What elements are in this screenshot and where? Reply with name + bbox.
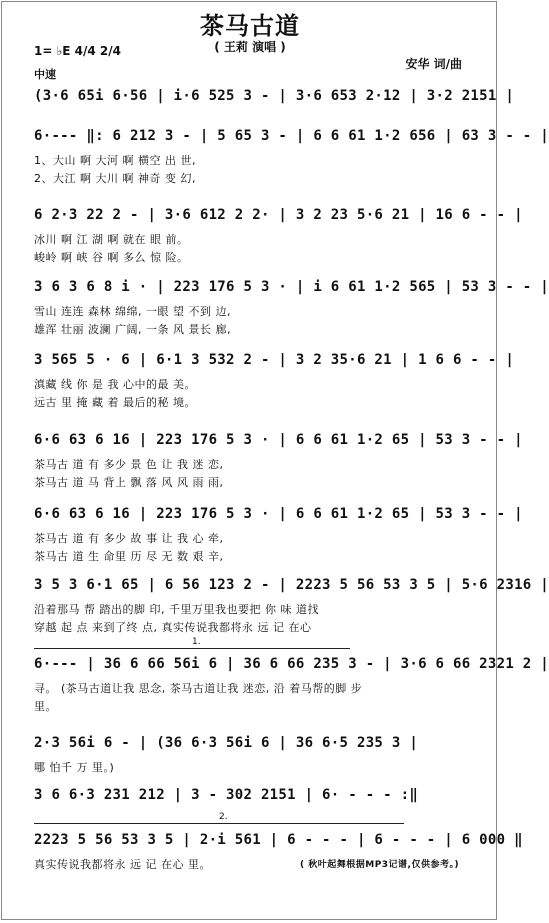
lyric-line: 沿着那马 帮 踏出的脚 印, 千里万里我也要把 你 味 道找 <box>34 603 319 616</box>
notation-line: 3 6 3 6 8 i · | 223 176 5 3 · | i 6 61 1·2 565 | 53 3 - - | <box>34 279 549 295</box>
lyric-line: 茶马古 道 生 命里 历 尽 无 数 艰 辛, <box>34 550 224 563</box>
notation-line: 6 2·3 22 2 - | 3·6 612 2 2· | 3 2 23 5·6 21 | 16 6 - - | <box>34 207 523 223</box>
volta-bracket-1: 1. <box>34 648 350 655</box>
notation-line: (3·6 65i 6·56 | i·6 525 3 - | 3·6 653 2·12 | 3·2 2151 | <box>34 88 515 104</box>
lyric-line: 雄浑 壮丽 波澜 广阔, 一条 风 景长 廊, <box>34 323 231 336</box>
notation-line: 6·--- | 36 6 66 56i 6 | 36 6 66 235 3 - | 3·6 6 66 2321 2 | <box>34 656 549 672</box>
tempo-marking: 中速 <box>34 68 56 81</box>
lyric-line: 里。 <box>34 700 57 713</box>
key-signature: 1= ♭E 4/4 2/4 <box>34 44 121 58</box>
lyric-line: 远古 里 掩 藏 着 最后的秘 境。 <box>34 396 196 409</box>
lyric-line: 穿越 起 点 来到了终 点, 真实传说我都将永 远 记 在心 <box>34 621 312 634</box>
lyric-line: 冰川 啊 江 湖 啊 就在 眼 前。 <box>34 233 189 246</box>
lyric-line: 茶马古 道 有 多少 故 事 让 我 心 牵, <box>34 532 224 545</box>
notation-line: 6·6 63 6 16 | 223 176 5 3 · | 6 6 61 1·2 65 | 53 3 - - | <box>34 432 523 448</box>
lyric-line: 寻。 (茶马古道让我 思念, 茶马古道让我 迷恋, 沿 着马帮的脚 步 <box>34 682 363 695</box>
lyric-line: 1、大山 啊 大河 啊 横空 出 世, <box>34 154 196 167</box>
notation-line: 2223 5 56 53 3 5 | 2·i 561 | 6 - - - | 6 - - - | 6 000 ‖ <box>34 832 523 848</box>
transcription-note: ( 秋叶起舞根据MP3记谱,仅供参考。) <box>300 860 460 870</box>
lyric-line: 哪 怕千 万 里。) <box>34 761 115 774</box>
lyric-line: 茶马古 道 马 背上 飘 落 风 风 雨 雨, <box>34 476 224 489</box>
lyric-line: 滇藏 线 你 是 我 心中的最 美。 <box>34 378 196 391</box>
lyric-line: 2、大江 啊 大川 啊 神奇 变 幻, <box>34 172 196 185</box>
lyric-line: 雪山 连连 森林 绵绵, 一眼 望 不到 边, <box>34 305 231 318</box>
notation-line: 3 565 5 · 6 | 6·1 3 532 2 - | 3 2 35·6 21 | 1 6 6 - - | <box>34 352 515 368</box>
notation-line: 6·6 63 6 16 | 223 176 5 3 · | 6 6 61 1·2 65 | 53 3 - - | <box>34 506 523 522</box>
credits: 安华 词/曲 <box>405 57 462 71</box>
singer-subtitle: ( 王莉 演唱 ) <box>214 40 286 54</box>
notation-line: 3 5 3 6·1 65 | 6 56 123 2 - | 2223 5 56 53 3 5 | 5·6 2316 | <box>34 577 549 593</box>
volta-bracket-2: 2. <box>34 823 404 830</box>
lyric-line: 真实传说我都将永 远 记 在心 里。 <box>34 858 211 871</box>
notation-line: 6·--- ‖: 6 212 3 - | 5 65 3 - | 6 6 61 1·2 656 | 63 3 - - | <box>34 128 549 144</box>
lyric-line: 茶马古 道 有 多少 景 色 让 我 迷 恋, <box>34 458 224 471</box>
notation-line: 3 6 6·3 231 212 | 3 - 302 2151 | 6· - - - :‖ <box>34 787 419 803</box>
notation-line: 2·3 56i 6 - | (36 6·3 56i 6 | 36 6·5 235 3 | <box>34 735 419 751</box>
song-title: 茶马古道 <box>200 12 300 40</box>
lyric-line: 峻岭 啊 峡 谷 啊 多么 惊 险。 <box>34 251 189 264</box>
